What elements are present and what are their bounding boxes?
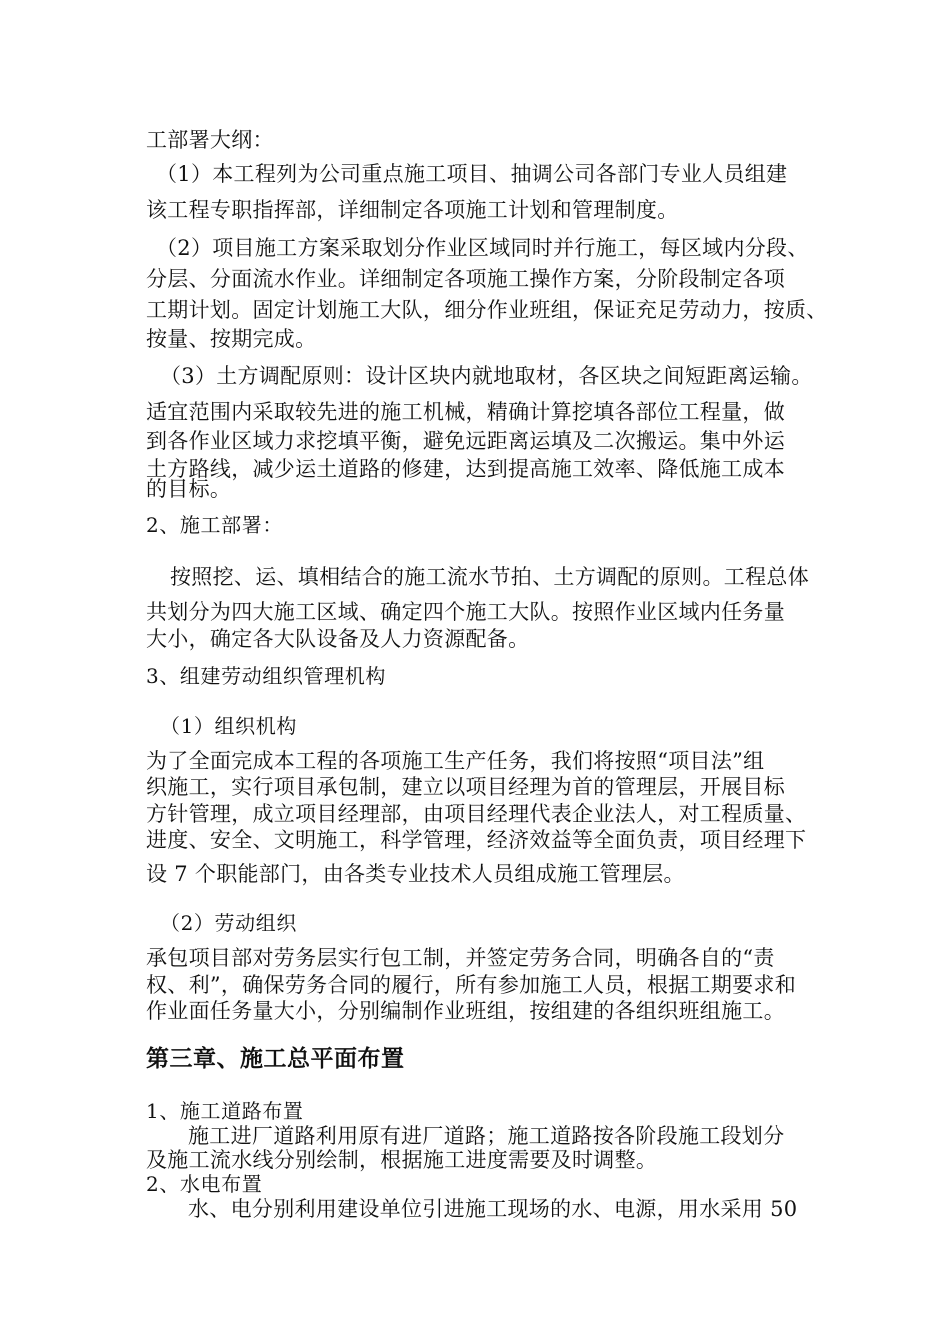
item-2-line-4: 按量、按期完成。 bbox=[146, 327, 317, 351]
item-2-line-1: （2）项目施工方案采取划分作业区域同时并行施工，每区域内分段、 bbox=[156, 236, 809, 260]
item-3-line-4: 土方路线，减少运土道路的修建，达到提高施工效率、降低施工成本 bbox=[146, 457, 785, 481]
item-3-line-1: （3）土方调配原则：设计区块内就地取材，各区块之间短距离运输。 bbox=[160, 364, 813, 388]
org-line-5: 设 7 个职能部门，由各类专业技术人员组成施工管理层。 bbox=[146, 862, 685, 886]
item-3-line-2: 适宜范围内采取较先进的施工机械，精确计算挖填各部位工程量，做 bbox=[146, 400, 785, 424]
utilities-heading: 2、水电布置 bbox=[146, 1172, 263, 1196]
item-2-line-2: 分层、分面流水作业。详细制定各项施工操作方案，分阶段制定各项 bbox=[146, 267, 785, 291]
labor-line-1: 承包项目部对劳务层实行包工制，并签定劳务合同，明确各自的“责 bbox=[146, 946, 775, 970]
road-layout-line-2: 及施工流水线分别绘制，根据施工进度需要及时调整。 bbox=[146, 1148, 658, 1172]
subsection-labor-heading: （2）劳动组织 bbox=[160, 911, 297, 935]
section-2-heading: 2、施工部署： bbox=[146, 513, 283, 537]
org-line-3: 方针管理，成立项目经理部，由项目经理代表企业法人，对工程质量、 bbox=[146, 802, 807, 826]
org-line-2: 织施工，实行项目承包制，建立以项目经理为首的管理层，开展目标 bbox=[146, 775, 785, 799]
item-3-line-5: 的目标。 bbox=[146, 477, 232, 501]
utilities-line-1: 水、电分别利用建设单位引进施工现场的水、电源，用水采用 50 bbox=[188, 1197, 798, 1221]
section-2-line-1: 按照挖、运、填相结合的施工流水节拍、土方调配的原则。工程总体 bbox=[170, 565, 809, 589]
chapter-3-title: 第三章、施工总平面布置 bbox=[146, 1045, 405, 1072]
section-2-line-2: 共划分为四大施工区域、确定四个施工大队。按照作业区域内任务量 bbox=[146, 600, 785, 624]
org-line-4: 进度、安全、文明施工，科学管理，经济效益等全面负责，项目经理下 bbox=[146, 828, 807, 852]
section-3-heading: 3、组建劳动组织管理机构 bbox=[146, 664, 386, 688]
subsection-org-heading: （1）组织机构 bbox=[160, 714, 297, 738]
item-2-line-3: 工期计划。固定计划施工大队，细分作业班组，保证充足劳动力，按质、 bbox=[146, 298, 828, 322]
org-line-1: 为了全面完成本工程的各项施工生产任务，我们将按照“项目法”组 bbox=[146, 749, 765, 773]
section-2-line-3: 大小，确定各大队设备及人力资源配备。 bbox=[146, 627, 530, 651]
item-3-line-3: 到各作业区域力求挖填平衡，避免远距离运填及二次搬运。集中外运 bbox=[146, 429, 785, 453]
item-1-line-2: 该工程专职指挥部，详细制定各项施工计划和管理制度。 bbox=[146, 198, 679, 222]
item-1-line-1: （1）本工程列为公司重点施工项目、抽调公司各部门专业人员组建 bbox=[156, 162, 788, 186]
labor-line-3: 作业面任务量大小，分别编制作业班组，按组建的各组织班组施工。 bbox=[146, 999, 785, 1023]
labor-line-2: 权、利”，确保劳务合同的履行，所有参加施工人员，根据工期要求和 bbox=[146, 973, 797, 997]
road-layout-heading: 1、施工道路布置 bbox=[146, 1099, 304, 1123]
road-layout-line-1: 施工进厂道路利用原有进厂道路；施工道路按各阶段施工段划分 bbox=[188, 1124, 785, 1148]
line-intro-heading: 工部署大纲： bbox=[146, 128, 274, 152]
